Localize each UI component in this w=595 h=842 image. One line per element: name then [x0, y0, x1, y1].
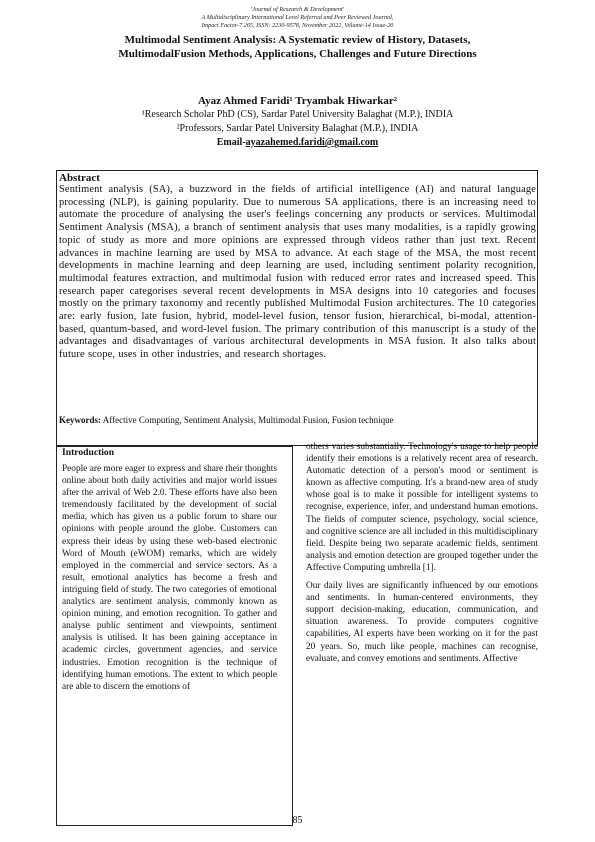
- abstract-text: Sentiment analysis (SA), a buzzword in the fields of artificial intelligence (AI) and natural language processing (NLP), is gaining popularity. Due to numerous SA applications, there is an increasing need to automate the procedure of analysing the user's feelings concerning any products or services. Multimodal Sentiment Analysis (MSA), a branch of sentiment analysis that uses many modalities, is a rapidly growing topic of study as more and more opinions are expressed through videos rather than just text. Recent advances in machine learning are used by MSA to advance. At each stage of the MSA, the most recent developments in machine learning and deep learning are used, including sentiment polarity recognition, multimodal features extraction, and multimodal fusion with reduced error rates and increased speed. This research paper categorises several recent developments in MSA designs into 10 categories and focuses mostly on the primary taxonomy and recently published Multimodal Fusion architectures. The 10 categories are: early fusion, late fusion, hybrid, model-level fusion, tensor fusion, hierarchical, bi-modal, attention-based, quantum-based, and word-level fusion. The primary contribution of this manuscript is a study of the advantages and disadvantages of various architectural developments in MSA fusion. It also talks about future scope, uses in other industries, and research shortages.: [59, 184, 536, 361]
- authors: Ayaz Ahmed Faridi¹ Tryambak Hiwarkar²: [197, 95, 398, 107]
- journal-name: 'Journal of Research & Development': [250, 6, 345, 13]
- introduction-paragraph-1: People are more eager to express and share their thoughts online about both daily activities and major world issues after the arrival of Web 2.0. These efforts have also been tremendously facilitated by the development of social media, which has given us a public forum to share our opinions with people around the globe. Customers can express their ideas by using these web-based electronic Word of Mouth (eWOM) remarks, which are widely employed in the commercial and service sectors. As a result, emotional analytics has become a fresh and intriguing field of study. The two categories of emotional analytics are sentiment analysis, commonly known as opinion mining, and emotion recognition. To gather and analyse public sentiment and viewpoints, sentiment analysis is utilised. It has been gaining acceptance in academic circles, government agencies, and service industries. Emotion recognition is the technique of identifying human emotions. The extent to which people are able to discern the emotions of: [62, 464, 277, 692]
- keywords-label: Keywords:: [59, 415, 101, 425]
- page-number: 85: [292, 815, 303, 826]
- keywords: [59, 414, 529, 426]
- keywords-text: Affective Computing, Sentiment Analysis, Multimodal Fusion, Fusion technique: [102, 415, 394, 425]
- introduction-paragraph-2: others varies substantially. Technology's usage to help people identify their emotions is a relatively recent area of research. Automatic detection of a person's mood or sentiment is known as affective computing. It's a brand-new area of study whose goal is to make it possible for intelligent systems to recognise, experience, infer, and understand human emotions. The fields of computer science, psychology, social science, and cognitive science are all included in this multidisciplinary field. Despite being two separate academic fields, sentiment analysis and emotion detection are grouped together under the Affective Computing umbrella [1].: [306, 442, 538, 573]
- email-link[interactable]: ayazahemed.faridi@gmail.com: [245, 137, 379, 148]
- journal-metadata: Impact Factor-7.265, ISSN: 2230-9578, November 2022, Volume-14 Issue-20: [201, 22, 394, 29]
- paper-title: Multimodal Sentiment Analysis: A Systematic review of History, Datasets, MultimodalFusion Methods, Applications, Challenges and Future Directions: [118, 34, 477, 60]
- introduction-heading: Introduction: [62, 447, 115, 458]
- affiliation-2: ²Professors, Sardar Patel University Balaghat (M.P.), INDIA: [176, 123, 419, 134]
- right-column: [306, 441, 538, 671]
- journal-description: A Multidisciplinary International Level Referred and Peer Reviewed Journal,: [201, 14, 394, 21]
- abstract-heading: Abstract: [59, 172, 100, 184]
- affiliation-1: ¹Research Scholar PhD (CS), Sardar Patel University Balaghat (M.P.), INDIA: [141, 109, 454, 120]
- email-label: Email-: [216, 137, 246, 148]
- left-column: [62, 447, 277, 693]
- introduction-paragraph-3: Our daily lives are significantly influenced by our emotions and sentiments. In human-centered environments, they support decision-making, education, communication, and situation awareness. To provide computers cognitive capabilities, AI experts have been working on it for the past 20 years. So, much like people, machines can recognise, evaluate, and convey emotions and sentiments. Affective: [306, 581, 538, 664]
- author-email: [0, 137, 595, 149]
